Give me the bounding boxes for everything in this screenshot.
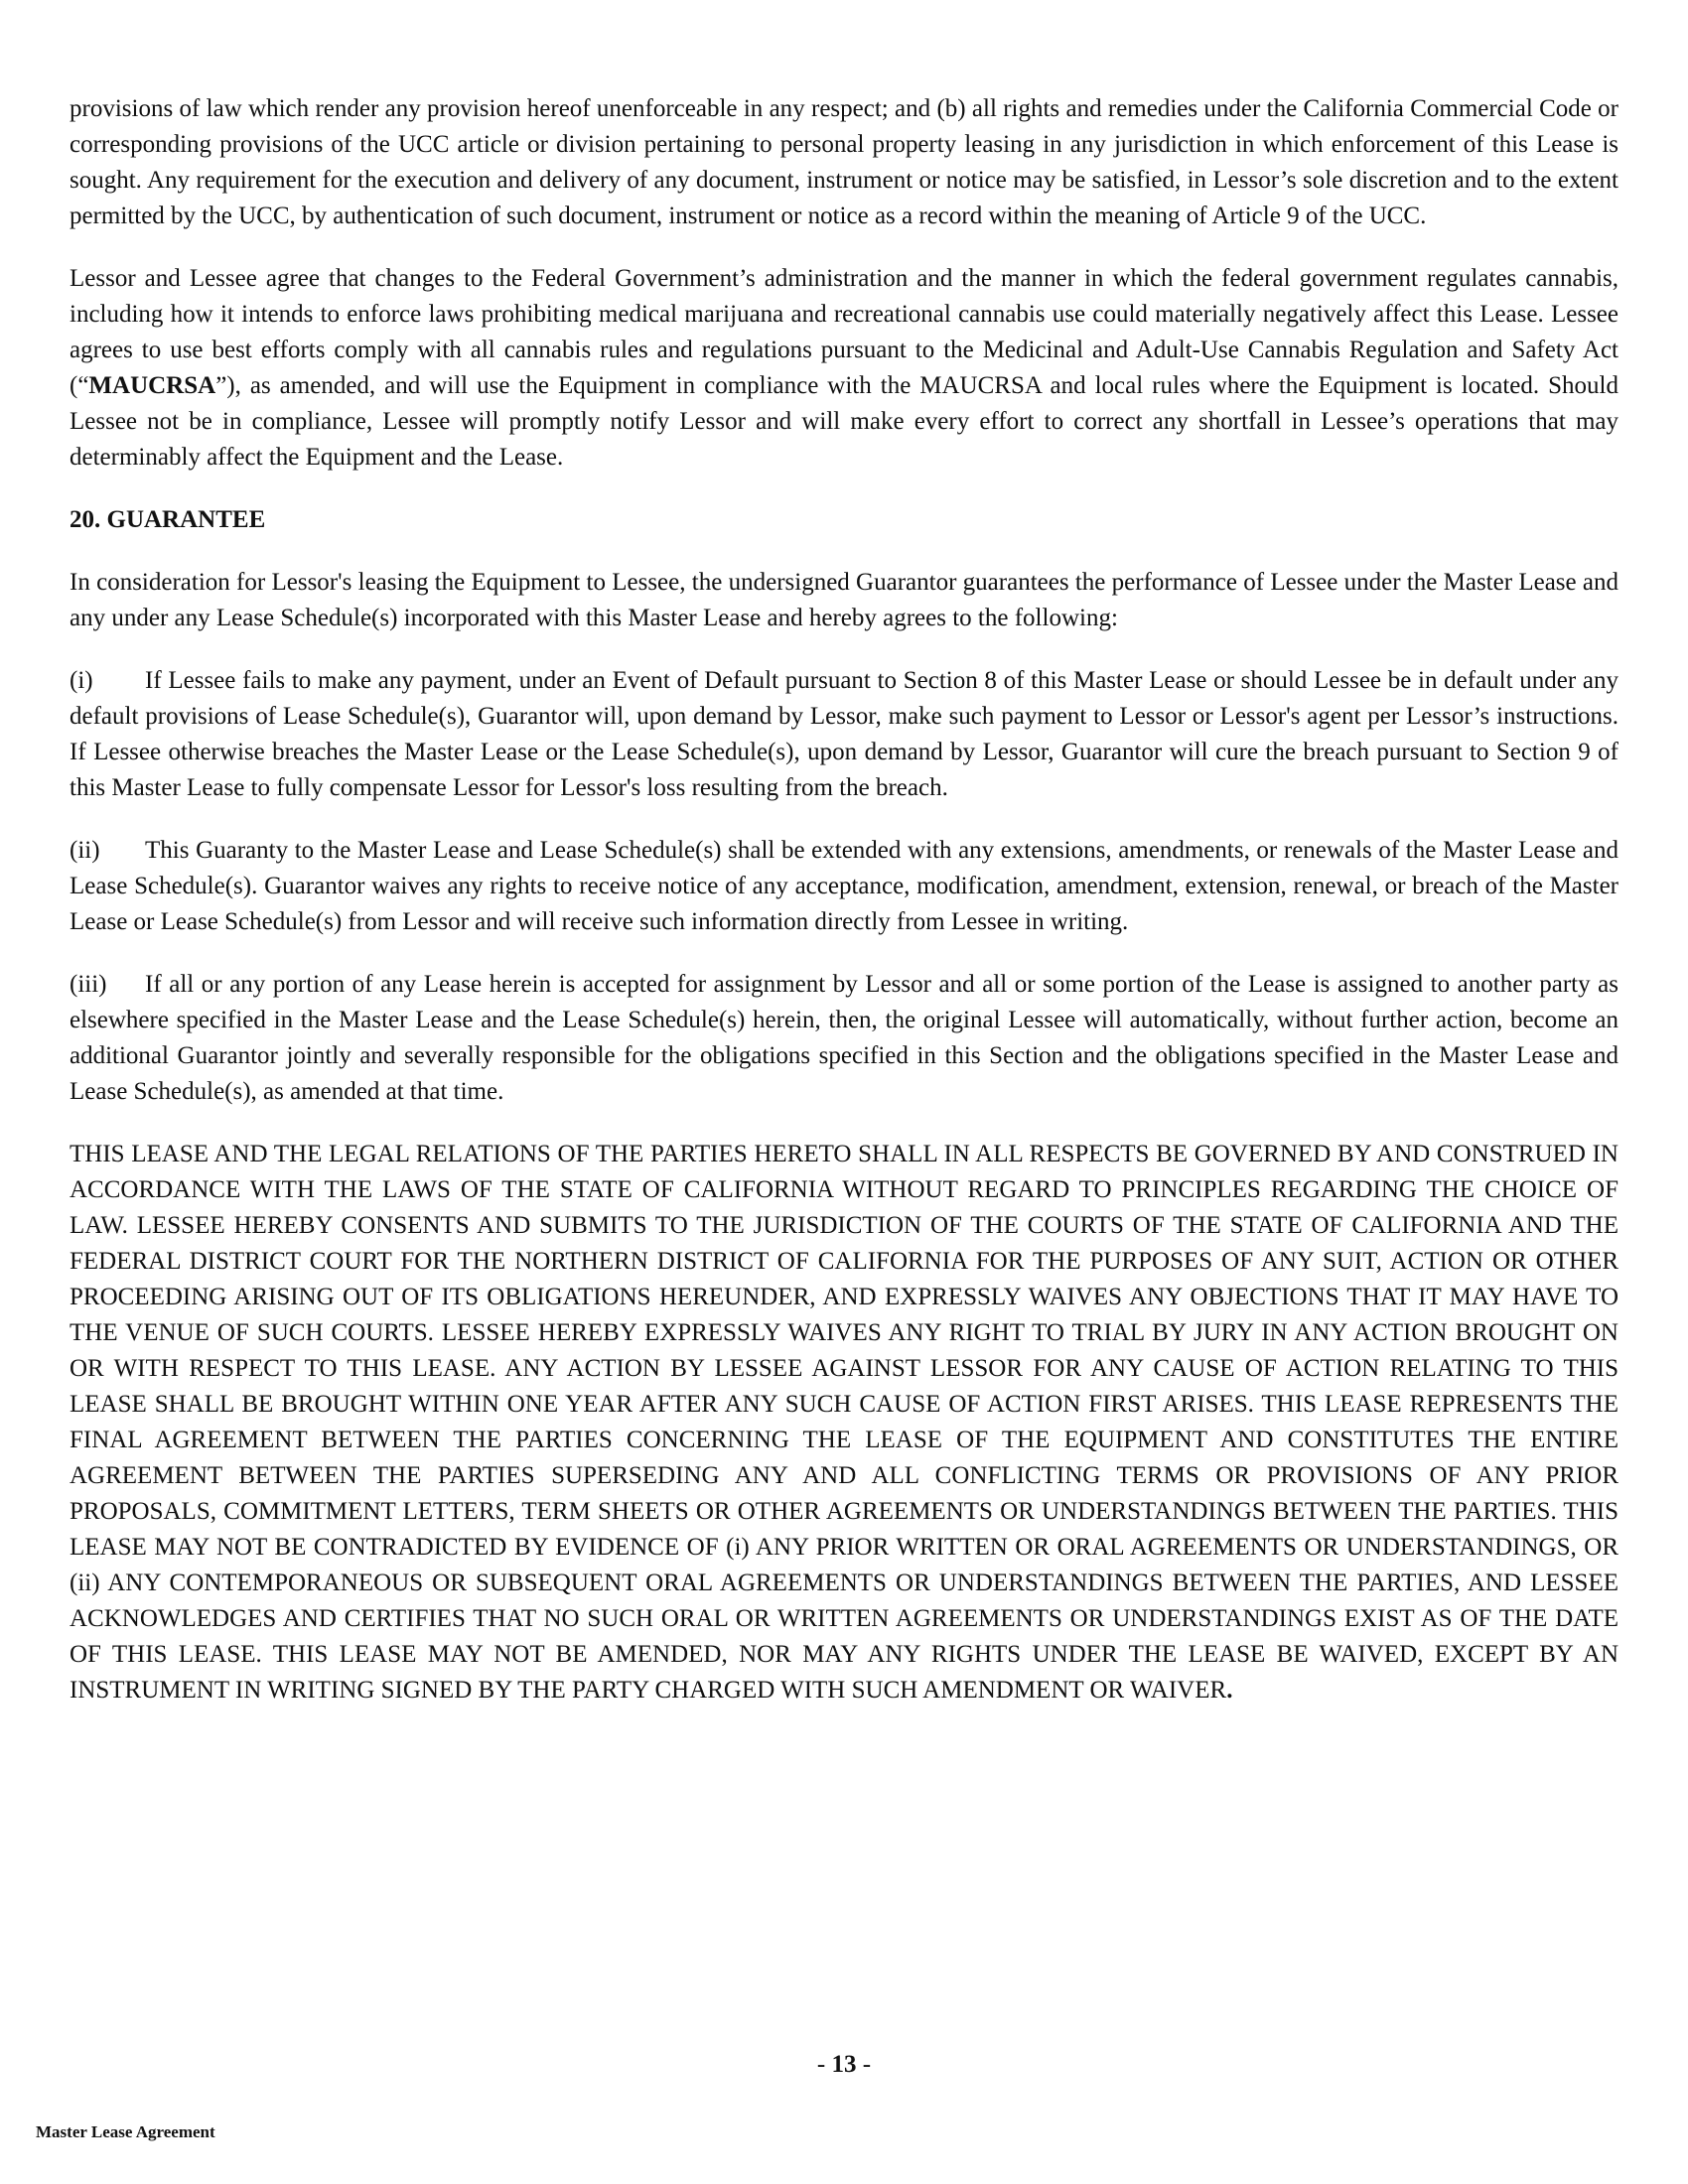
item-label-ii: (ii) — [70, 837, 100, 864]
section-heading-guarantee — [70, 502, 1618, 538]
paragraph-guarantee-intro — [70, 565, 1618, 636]
paragraph-cannabis-regulation — [70, 261, 1618, 476]
paragraph-governing-law — [70, 1137, 1618, 1708]
item-text: If Lessee fails to make any payment, under an Event of Default pursuant to Section 8 of this Master Lease or should Lessee be in default under any default provisions of Lease Schedule(s), Guarantor will, upon demand by Lessor, make such payment to Lessor or Lessor's agent per Lessor’s instructions. If Lessee otherwise breaches the Master Lease or the Lease Schedule(s), upon demand by Lessor, Guarantor will cure the breach pursuant to Section 9 of this Master Lease to fully compensate Lessor for Lessor's loss resulting from the breach. — [70, 667, 1618, 801]
paragraph-end-period: . — [1226, 1677, 1233, 1704]
page-number — [0, 2047, 1688, 2083]
paragraph-ucc-continuation — [70, 91, 1618, 234]
guarantee-item-i — [70, 663, 1618, 806]
maucrsa-defined-term: MAUCRSA — [88, 372, 216, 399]
paragraph-text: provisions of law which render any provision hereof unenforceable in any respect; and (b) all rights and remedies under the California Commercial Code or corresponding provisions of the UCC article or division pertaining to personal property leasing in any jurisdiction in which enforcement of this Lease is sought. Any requirement for the execution and delivery of any document, instrument or notice may be satisfied, in Lessor’s sole discretion and to the extent permitted by the UCC, by authentication of such document, instrument or notice as a record within the meaning of Article 9 of the UCC. — [70, 95, 1618, 229]
paragraph-text: In consideration for Lessor's leasing the Equipment to Lessee, the undersigned Guarantor guarantees the performance of Lessee under the Master Lease and any under any Lease Schedule(s) incorporated with this Master Lease and hereby agrees to the following: — [70, 569, 1618, 631]
heading-text: 20. GUARANTEE — [70, 506, 266, 533]
page-number-prefix: - — [816, 2051, 832, 2078]
page-number-value: 13 — [831, 2051, 857, 2078]
item-label-i: (i) — [70, 667, 93, 694]
footer-text: Master Lease Agreement — [36, 2122, 215, 2141]
footer-document-title — [36, 2115, 215, 2150]
item-text: If all or any portion of any Lease herein is accepted for assignment by Lessor and all or some portion of the Lease is assigned to another party as elsewhere specified in the Master Lease and the Lease Schedule(s) herein, then, the original Lessee will automatically, without further action, become an additional Guarantor jointly and severally responsible for the obligations specified in this Section and the obligations specified in the Master Lease and Lease Schedule(s), as amended at that time. — [70, 971, 1618, 1105]
guarantee-item-ii — [70, 833, 1618, 940]
item-text: This Guaranty to the Master Lease and Lease Schedule(s) shall be extended with any extensions, amendments, or renewals of the Master Lease and Lease Schedule(s). Guarantor waives any rights to receive notice of any acceptance, modification, amendment, extension, renewal, or breach of the Master Lease or Lease Schedule(s) from Lessor and will receive such information directly from Lessee in writing. — [70, 837, 1618, 935]
paragraph-text: THIS LEASE AND THE LEGAL RELATIONS OF THE PARTIES HERETO SHALL IN ALL RESPECTS BE GOVERNED BY AND CONSTRUED IN ACCORDANCE WITH THE LAWS OF THE STATE OF CALIFORNIA WITHOUT REGARD TO PRINCIPLES REGARDING THE CHOICE OF LAW. LESSEE HEREBY CONSENTS AND SUBMITS TO THE JURISDICTION OF THE COURTS OF THE STATE OF CALIFORNIA AND THE FEDERAL DISTRICT COURT FOR THE NORTHERN DISTRICT OF CALIFORNIA FOR THE PURPOSES OF ANY SUIT, ACTION OR OTHER PROCEEDING ARISING OUT OF ITS OBLIGATIONS HEREUNDER, AND EXPRESSLY WAIVES ANY OBJECTIONS THAT IT MAY HAVE TO THE VENUE OF SUCH COURTS. LESSEE HEREBY EXPRESSLY WAIVES ANY RIGHT TO TRIAL BY JURY IN ANY ACTION BROUGHT ON OR WITH RESPECT TO THIS LEASE. ANY ACTION BY LESSEE AGAINST LESSOR FOR ANY CAUSE OF ACTION RELATING TO THIS LEASE SHALL BE BROUGHT WITHIN ONE YEAR AFTER ANY SUCH CAUSE OF ACTION FIRST ARISES. THIS LEASE REPRESENTS THE FINAL AGREEMENT BETWEEN THE PARTIES CONCERNING THE LEASE OF THE EQUIPMENT AND CONSTITUTES THE ENTIRE AGREEMENT BETWEEN THE PARTIES SUPERSEDING ANY AND ALL CONFLICTING TERMS OR PROVISIONS OF ANY PRIOR PROPOSALS, COMMITMENT LETTERS, TERM SHEETS OR OTHER AGREEMENTS OR UNDERSTANDINGS BETWEEN THE PARTIES. THIS LEASE MAY NOT BE CONTRADICTED BY EVIDENCE OF (i) ANY PRIOR WRITTEN OR ORAL AGREEMENTS OR UNDERSTANDINGS, OR (ii) ANY CONTEMPORANEOUS OR SUBSEQUENT ORAL AGREEMENTS OR UNDERSTANDINGS BETWEEN THE PARTIES, AND LESSEE ACKNOWLEDGES AND CERTIFIES THAT NO SUCH ORAL OR WRITTEN AGREEMENTS OR UNDERSTANDINGS EXIST AS OF THE DATE OF THIS LEASE. THIS LEASE MAY NOT BE AMENDED, NOR MAY ANY RIGHTS UNDER THE LEASE BE WAIVED, EXCEPT BY AN INSTRUMENT IN WRITING SIGNED BY THE PARTY CHARGED WITH SUCH AMENDMENT OR WAIVER — [70, 1141, 1618, 1704]
guarantee-item-iii — [70, 967, 1618, 1110]
paragraph-text: ”), as amended, and will use the Equipment in compliance with the MAUCRSA and local rules where the Equipment is located. Should Lessee not be in compliance, Lessee will promptly notify Lessor and will make every effort to correct any shortfall in Lessee’s operations that may determinably affect the Equipment and the Lease. — [70, 372, 1618, 471]
paragraph-text: Lessor and Lessee agree that changes to the Federal Government’s administration and the manner in which the federal government regulates cannabis, including how it intends to enforce laws prohibiting medical marijuana and recreational cannabis use could materially negatively affect this Lease. Lessee agrees to use best efforts comply with all cannabis rules and regulations pursuant to the Medicinal and Adult-Use Cannabis Regulation and Safety Act (“ — [70, 265, 1618, 399]
page-number-suffix: - — [856, 2051, 872, 2078]
item-label-iii: (iii) — [70, 971, 107, 998]
